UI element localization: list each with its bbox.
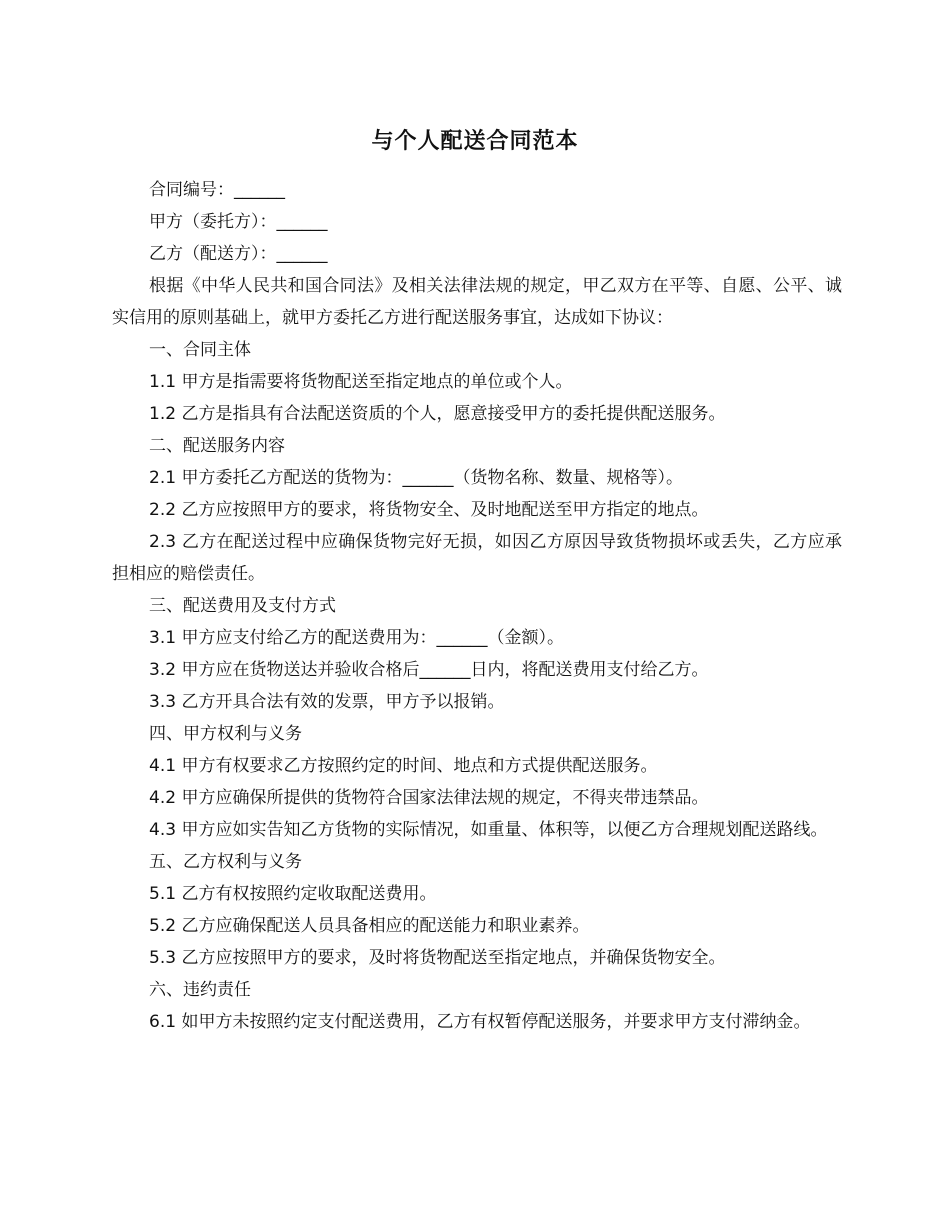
section-heading: 四、甲方权利与义务 xyxy=(149,724,302,744)
preamble-paragraph: 根据《中华人民共和国合同法》及相关法律法规的规定，甲乙双方在平等、自愿、公平、诚实信用的原则基础上，就甲方委托乙方进行配送服务事宜，达成如下协议： xyxy=(112,276,842,328)
document-body xyxy=(112,174,842,1038)
clause-item: 3.2 甲方应在货物送达并验收合格后______日内，将配送费用支付给乙方。 xyxy=(149,660,709,680)
clause-item: 4.2 甲方应确保所提供的货物符合国家法律法规的规定，不得夹带违禁品。 xyxy=(149,788,709,808)
clause-item: 1.2 乙方是指具有合法配送资质的个人，愿意接受甲方的委托提供配送服务。 xyxy=(149,404,726,424)
clause-item: 4.1 甲方有权要求乙方按照约定的时间、地点和方式提供配送服务。 xyxy=(149,756,658,776)
clause-item: 1.1 甲方是指需要将货物配送至指定地点的单位或个人。 xyxy=(149,372,573,392)
clause-item: 5.2 乙方应确保配送人员具备相应的配送能力和职业素养。 xyxy=(149,916,590,936)
section-heading: 三、配送费用及支付方式 xyxy=(149,596,336,616)
party-b-field: 乙方（配送方）：______ xyxy=(149,244,328,264)
section-heading: 五、乙方权利与义务 xyxy=(149,852,302,872)
clause-item: 2.1 甲方委托乙方配送的货物为：______（货物名称、数量、规格等）。 xyxy=(149,468,683,488)
section-heading: 六、违约责任 xyxy=(149,980,251,1000)
clause-item: 4.3 甲方应如实告知乙方货物的实际情况，如重量、体积等，以便乙方合理规划配送路线。 xyxy=(149,820,828,840)
clause-item: 2.3 乙方在配送过程中应确保货物完好无损，如因乙方原因导致货物损坏或丢失，乙方应承担相应的赔偿责任。 xyxy=(112,532,842,584)
clause-item: 2.2 乙方应按照甲方的要求，将货物安全、及时地配送至甲方指定的地点。 xyxy=(149,500,709,520)
section-heading: 二、配送服务内容 xyxy=(149,436,285,456)
clause-item: 5.1 乙方有权按照约定收取配送费用。 xyxy=(149,884,437,904)
contract-number-field: 合同编号：______ xyxy=(149,180,285,200)
clause-item: 3.3 乙方开具合法有效的发票，甲方予以报销。 xyxy=(149,692,505,712)
clause-item: 3.1 甲方应支付给乙方的配送费用为：______（金额）。 xyxy=(149,628,564,648)
document-title: 与个人配送合同范本 xyxy=(371,129,579,154)
clause-item: 6.1 如甲方未按照约定支付配送费用，乙方有权暂停配送服务，并要求甲方支付滞纳金。 xyxy=(149,1012,811,1032)
clause-item: 5.3 乙方应按照甲方的要求，及时将货物配送至指定地点，并确保货物安全。 xyxy=(149,948,726,968)
party-a-field: 甲方（委托方）：______ xyxy=(149,212,328,232)
section-heading: 一、合同主体 xyxy=(149,340,251,360)
